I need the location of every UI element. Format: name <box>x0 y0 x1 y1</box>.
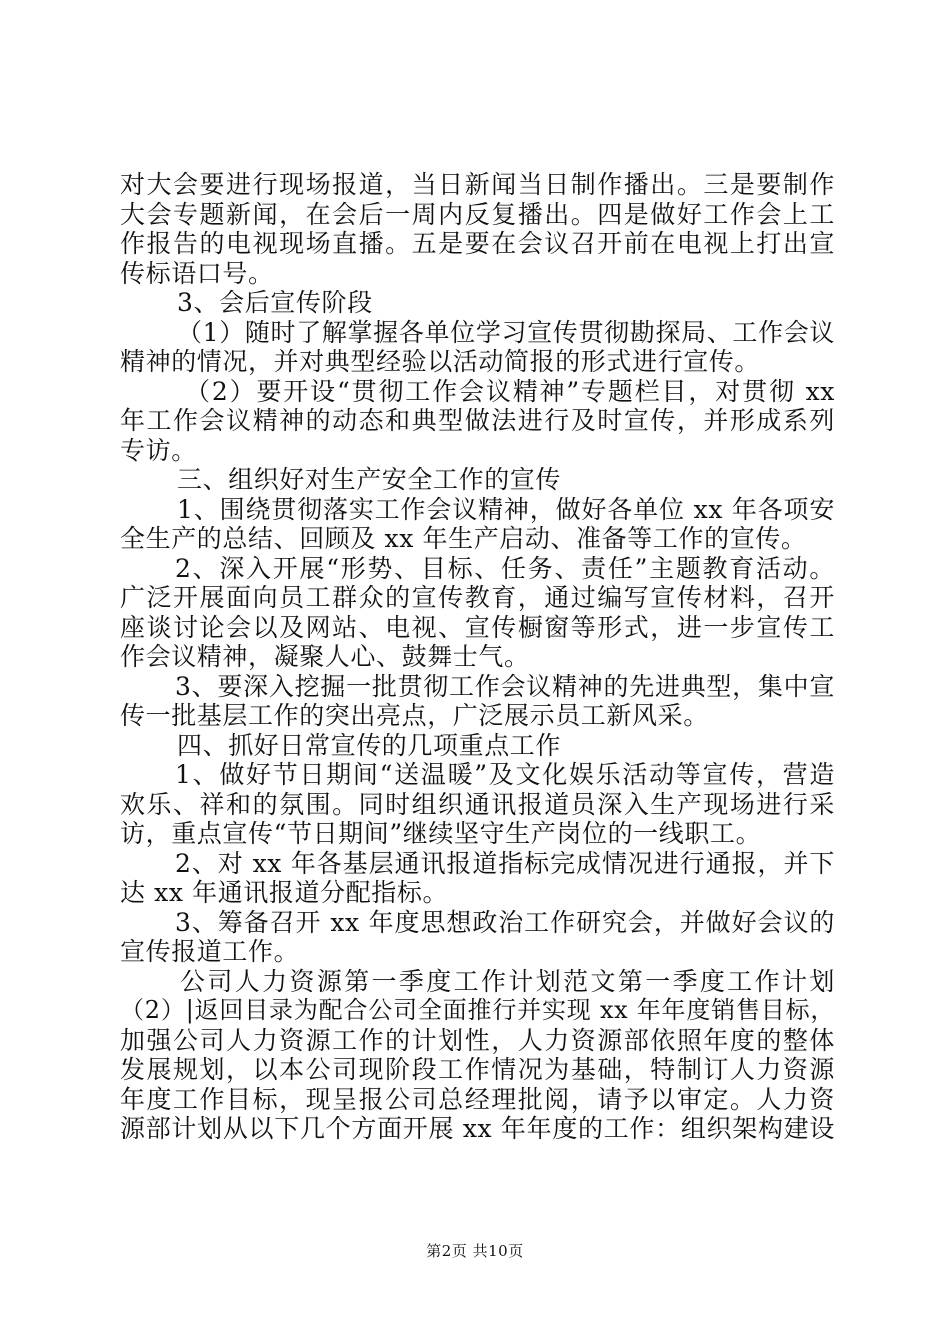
text-line: 年工作会议精神的动态和典型做法进行及时宣传，并形成系列 <box>120 406 835 435</box>
text-line: 大会专题新闻，在会后一周内反复播出。四是做好工作会上工 <box>120 199 835 229</box>
page-footer: 第2页 共10页 <box>426 1242 524 1260</box>
text-line: 作会议精神，凝聚人心、鼓舞士气。 <box>120 642 530 671</box>
text-line: 四、抓好日常宣传的几项重点工作 <box>177 730 562 760</box>
document-body <box>120 170 835 1144</box>
text-line: （1）随时了解掌握各单位学习宣传贯彻勘探局、工作会议 <box>177 317 835 347</box>
text-line: 达 xx 年通讯报道分配指标。 <box>120 878 449 907</box>
text-line: 源部计划从以下几个方面开展 xx 年年度的工作：组织架构建设 <box>120 1114 835 1143</box>
text-line: 3、会后宣传阶段 <box>177 288 373 317</box>
text-line: 精神的情况，并对典型经验以活动简报的形式进行宣传。 <box>120 347 761 376</box>
text-line: 1、围绕贯彻落实工作会议精神，做好各单位 xx 年各项安 <box>177 494 835 524</box>
text-line: 专访。 <box>120 435 197 465</box>
text-line: （2）|返回目录为配合公司全面推行并实现 xx 年年度销售目标， <box>120 996 835 1024</box>
text-line: 传标语口号。 <box>120 258 274 288</box>
text-line: 宣传报道工作。 <box>120 937 300 966</box>
text-line: 2、对 xx 年各基层通讯报道指标完成情况进行通报，并下 <box>175 848 835 878</box>
text-line: 3、要深入挖掘一批贯彻工作会议精神的先进典型，集中宣 <box>175 671 835 701</box>
text-line: 三、组织好对生产安全工作的宣传 <box>177 465 562 494</box>
text-line: 2、深入开展“形势、目标、任务、责任”主题教育活动。 <box>175 553 835 583</box>
text-line: 3、筹备召开 xx 年度思想政治工作研究会，并做好会议的 <box>175 907 835 937</box>
text-line: 广泛开展面向员工群众的宣传教育，通过编写宣传材料，召开 <box>120 583 835 612</box>
text-line: 加强公司人力资源工作的计划性，人力资源部依照年度的整体 <box>120 1025 835 1055</box>
text-line: 欢乐、祥和的氛围。同时组织通讯报道员深入生产现场进行采 <box>120 789 835 819</box>
text-line: 年度工作目标，现呈报公司总经理批阅，请予以审定。人力资 <box>120 1084 835 1114</box>
text-line: 全生产的总结、回顾及 xx 年生产启动、准备等工作的宣传。 <box>120 524 807 553</box>
text-line: 传一批基层工作的突出亮点，广泛展示员工新风采。 <box>120 701 709 730</box>
text-line: 对大会要进行现场报道，当日新闻当日制作播出。三是要制作 <box>120 170 835 199</box>
text-line: 访，重点宣传“节日期间”继续坚守生产岗位的一线职工。 <box>120 819 762 848</box>
text-line: 发展规划，以本公司现阶段工作情况为基础，特制订人力资源 <box>120 1055 835 1084</box>
text-line: 座谈讨论会以及网站、电视、宣传橱窗等形式，进一步宣传工 <box>120 612 835 642</box>
text-line: 作报告的电视现场直播。五是要在会议召开前在电视上打出宣 <box>120 229 835 258</box>
text-line: 1、做好节日期间“送温暖”及文化娱乐活动等宣传，营造 <box>175 760 835 789</box>
text-line: （2）要开设“贯彻工作会议精神”专题栏目，对贯彻 xx <box>185 376 835 406</box>
text-line: 公司人力资源第一季度工作计划范文第一季度工作计划 <box>180 966 835 996</box>
